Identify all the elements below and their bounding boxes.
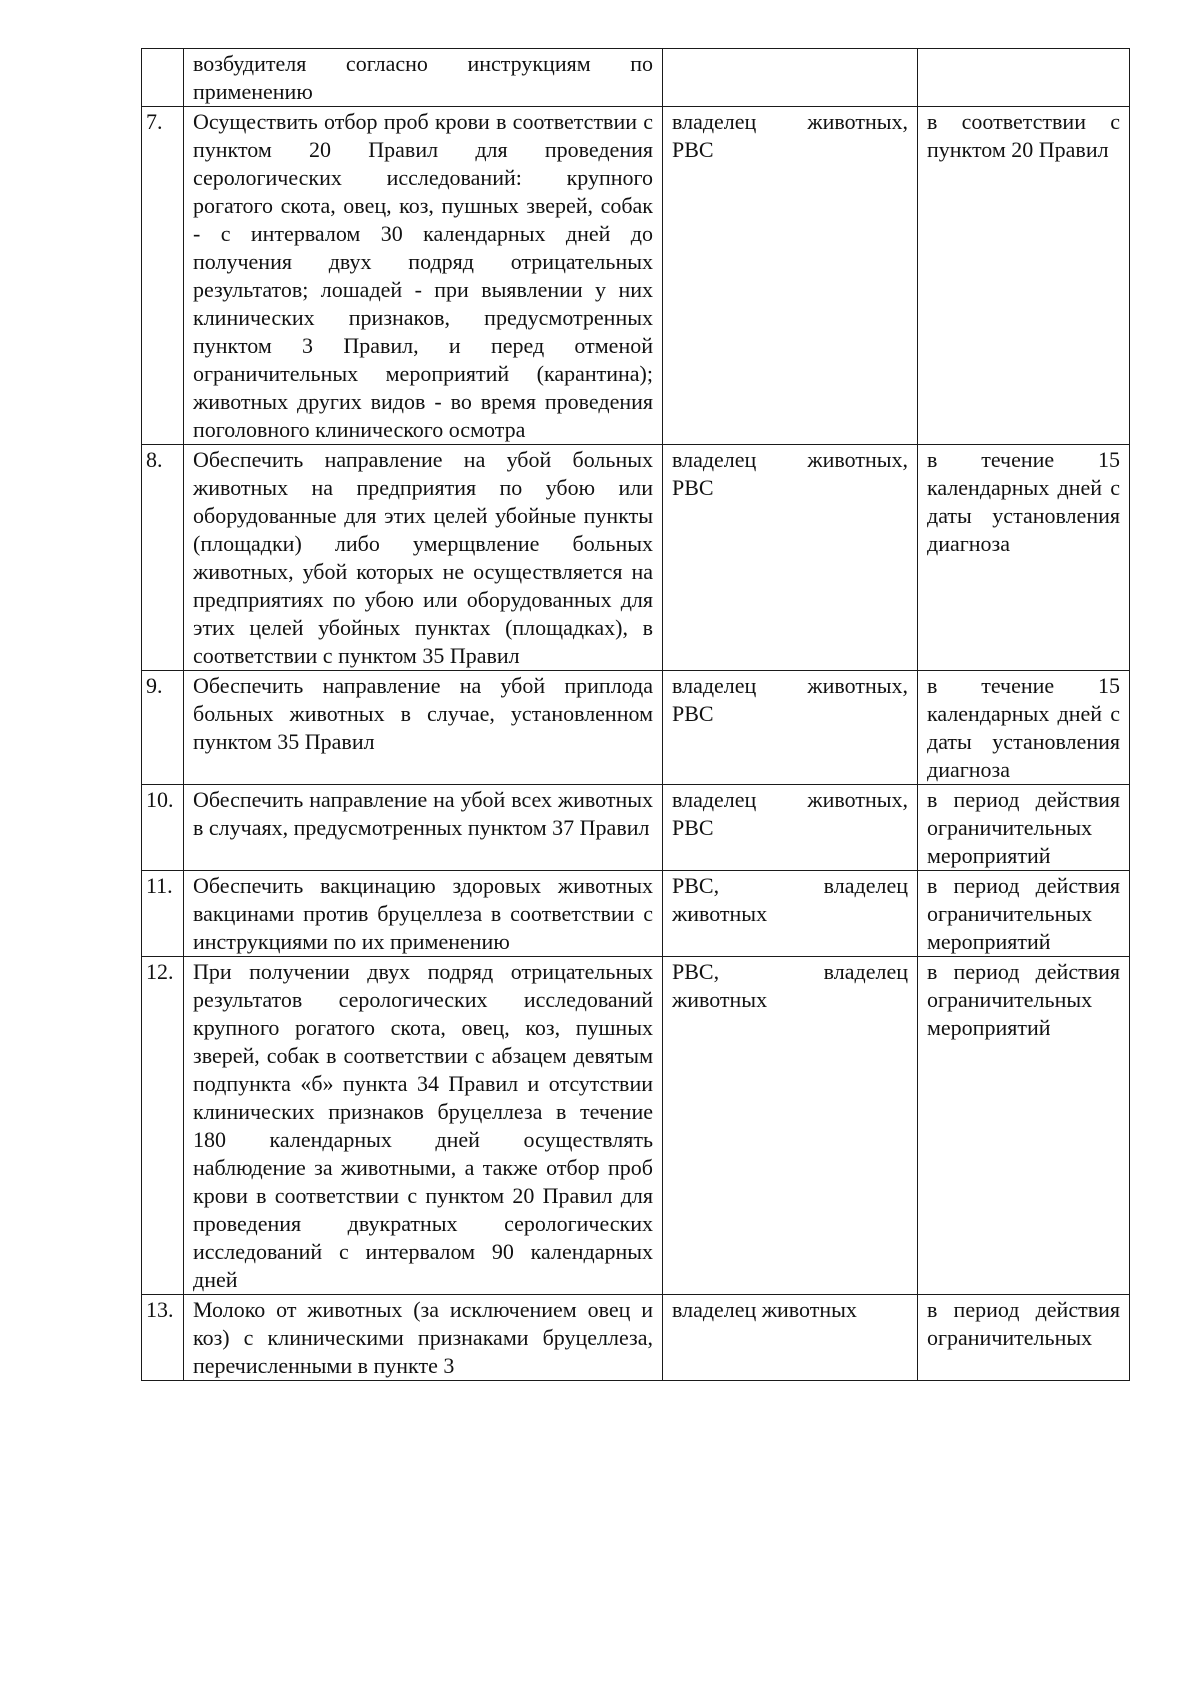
row-deadline bbox=[918, 49, 1130, 107]
row-responsible: владелец животных, РВС bbox=[663, 785, 918, 871]
row-action: Осуществить отбор проб крови в соответствии с пунктом 20 Правил для проведения серологических исследований: крупного рогатого скота, овец, коз, пушных зверей, собак - с интервалом 30 календарных дней до получения двух подряд отрицательных результатов; лошадей - при выявлении у них клинических признаков, предусмотренных пунктом 3 Правил, и перед отменой ограничительных мероприятий (карантина); животных других видов - во время проведения поголовного клинического осмотра bbox=[184, 107, 663, 445]
row-deadline: в соответствии с пунктом 20 Правил bbox=[918, 107, 1130, 445]
row-responsible bbox=[663, 49, 918, 107]
row-responsible: владелец животных, РВС bbox=[663, 445, 918, 671]
row-action: Обеспечить направление на убой всех животных в случаях, предусмотренных пунктом 37 Правил bbox=[184, 785, 663, 871]
row-deadline: в период действия ограничительных мероприятий bbox=[918, 785, 1130, 871]
row-action: При получении двух подряд отрицательных результатов серологических исследований крупного рогатого скота, овец, коз, пушных зверей, собак в соответствии с абзацем девятым подпункта «б» пункта 34 Правил и отсутствии клинических признаков бруцеллеза в течение 180 календарных дней осуществлять наблюдение за животными, а также отбор проб крови в соответствии с пунктом 20 Правил для проведения двукратных серологических исследований с интервалом 90 календарных дней bbox=[184, 957, 663, 1295]
row-number: 12. bbox=[142, 957, 184, 1295]
row-responsible: владелец животных bbox=[663, 1295, 918, 1381]
row-deadline: в период действия ограничительных мероприятий bbox=[918, 871, 1130, 957]
row-number: 8. bbox=[142, 445, 184, 671]
row-deadline: в течение 15 календарных дней с даты установления диагноза bbox=[918, 671, 1130, 785]
row-action: Обеспечить направление на убой приплода больных животных в случае, установленном пунктом 35 Правил bbox=[184, 671, 663, 785]
table-row bbox=[142, 49, 1130, 107]
row-number: 9. bbox=[142, 671, 184, 785]
row-action: возбудителя согласно инструкциям по применению bbox=[184, 49, 663, 107]
row-number bbox=[142, 49, 184, 107]
table-row bbox=[142, 671, 1130, 785]
table-row bbox=[142, 871, 1130, 957]
row-deadline: в период действия ограничительных bbox=[918, 1295, 1130, 1381]
table-row bbox=[142, 1295, 1130, 1381]
table-row bbox=[142, 957, 1130, 1295]
row-number: 13. bbox=[142, 1295, 184, 1381]
row-number: 11. bbox=[142, 871, 184, 957]
row-action: Обеспечить направление на убой больных животных на предприятия по убою или оборудованные для этих целей убойные пункты (площадки) либо умерщвление больных животных, убой которых не осуществляется на предприятиях по убою или оборудованных для этих целей убойных пунктах (площадках), в соответствии с пунктом 35 Правил bbox=[184, 445, 663, 671]
row-responsible: РВС, владелец животных bbox=[663, 871, 918, 957]
row-responsible: владелец животных, РВС bbox=[663, 671, 918, 785]
table-row bbox=[142, 445, 1130, 671]
row-responsible: владелец животных, РВС bbox=[663, 107, 918, 445]
row-deadline: в период действия ограничительных мероприятий bbox=[918, 957, 1130, 1295]
row-action: Молоко от животных (за исключением овец и коз) с клиническими признаками бруцеллеза, перечисленными в пункте 3 bbox=[184, 1295, 663, 1381]
row-number: 7. bbox=[142, 107, 184, 445]
row-responsible: РВС, владелец животных bbox=[663, 957, 918, 1295]
measures-table bbox=[141, 48, 1130, 1381]
row-action: Обеспечить вакцинацию здоровых животных вакцинами против бруцеллеза в соответствии с инструкциями по их применению bbox=[184, 871, 663, 957]
table-row bbox=[142, 107, 1130, 445]
row-number: 10. bbox=[142, 785, 184, 871]
table-row bbox=[142, 785, 1130, 871]
row-deadline: в течение 15 календарных дней с даты установления диагноза bbox=[918, 445, 1130, 671]
